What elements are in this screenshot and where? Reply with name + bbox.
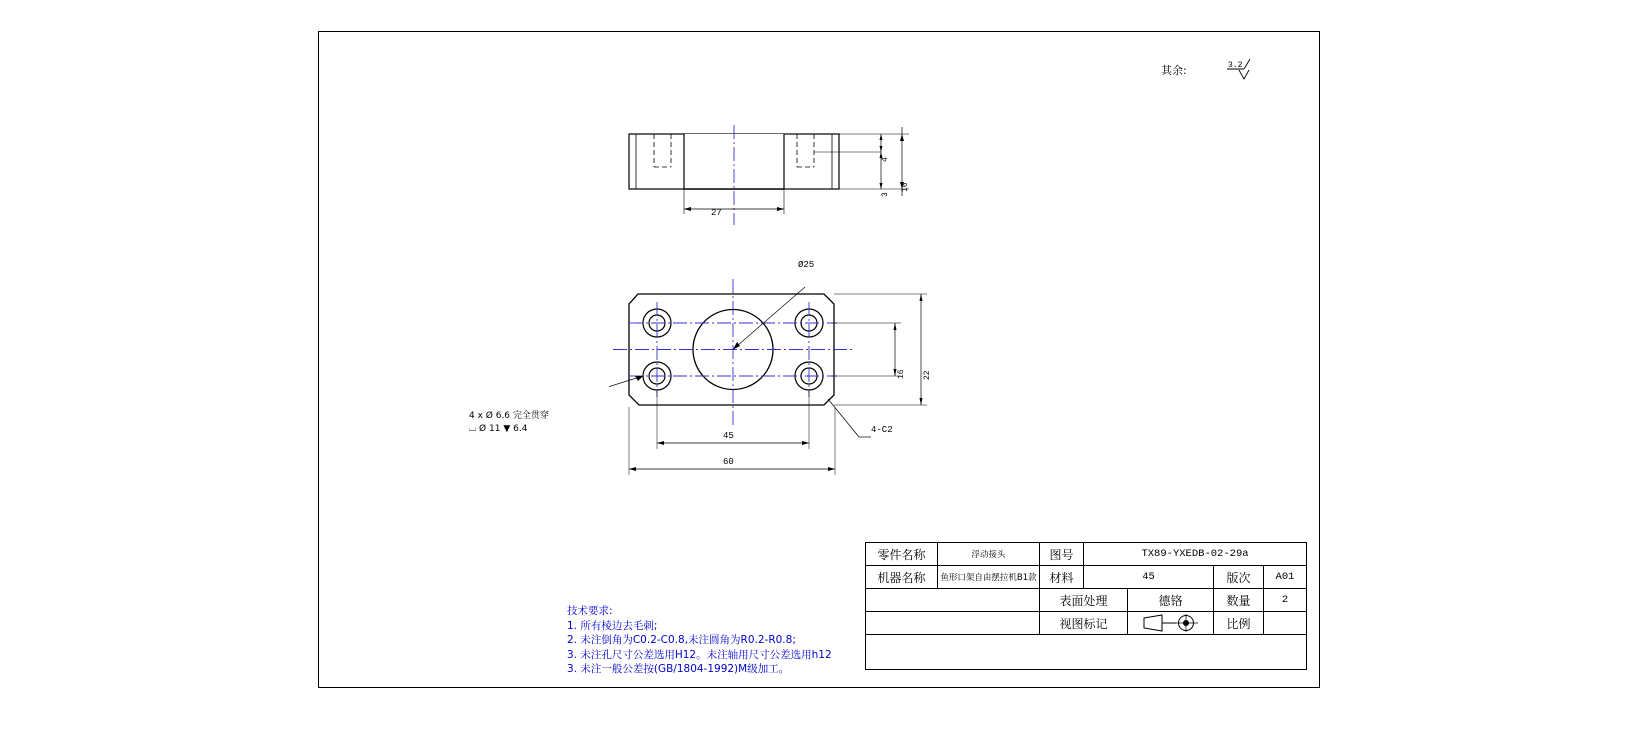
hole-spacing-vertical-dim: 16	[897, 369, 906, 379]
plate-width-dim: 60	[723, 457, 734, 467]
notes-line-1: 1. 所有棱边去毛刺;	[567, 619, 658, 632]
surface-treatment-value: 德铬	[1128, 589, 1214, 612]
surface-finish-symbol-icon	[1227, 58, 1261, 84]
surface-finish-label: 其余:	[1161, 64, 1187, 77]
chamfer-note: 4-C2	[871, 425, 893, 435]
machine-name-label: 机器名称	[866, 566, 938, 589]
part-name-label: 零件名称	[866, 543, 938, 566]
top-section-view	[609, 117, 949, 247]
signature-band	[866, 635, 1306, 669]
technical-requirements	[567, 604, 832, 677]
blank-cell-row3	[866, 589, 1040, 612]
scale-value	[1264, 612, 1306, 635]
surface-treatment-label: 表面处理	[1040, 589, 1128, 612]
drawing-no-value: TX89-YXEDB-02-29a	[1084, 543, 1306, 566]
top-view-height-dim: 16	[901, 182, 910, 192]
view-mark-symbol-cell	[1128, 612, 1214, 635]
scale-label: 比例	[1214, 612, 1264, 635]
bore-dim-label: Ø25	[798, 260, 815, 270]
part-name-value: 浮动接头	[938, 543, 1040, 566]
top-view-width-dim: 27	[711, 208, 722, 218]
title-block	[865, 542, 1307, 670]
notes-title: 技术要求:	[567, 605, 613, 617]
drawing-sheet	[318, 31, 1320, 688]
material-label: 材料	[1040, 566, 1084, 589]
quantity-value: 2	[1264, 589, 1306, 612]
front-view	[609, 277, 949, 492]
drawing-no-label: 图号	[1040, 543, 1084, 566]
version-value: A01	[1264, 566, 1306, 589]
projection-symbol-icon	[1136, 614, 1206, 632]
hole-callout-line-1: 4 x Ø 6.6 完全贯穿	[469, 411, 549, 421]
svg-text:3.2: 3.2	[1228, 61, 1243, 70]
quantity-label: 数量	[1214, 589, 1264, 612]
hole-callout	[469, 410, 549, 436]
version-label: 版次	[1214, 566, 1264, 589]
top-view-step-bottom-dim: 3	[881, 192, 890, 197]
view-mark-label: 视图标记	[1040, 612, 1128, 635]
hole-spacing-horizontal-dim: 45	[723, 431, 734, 441]
hole-callout-line-2: ⌴ Ø 11 ▼ 6.4	[469, 424, 528, 434]
machine-name-value: 鱼形口架自由摆拉机B1款	[938, 566, 1040, 589]
top-view-step-top-dim: 4	[881, 157, 890, 162]
notes-line-2: 2. 未注倒角为C0.2-C0.8,未注圆角为R0.2-R0.8;	[567, 634, 796, 646]
notes-line-3: 3. 未注孔尺寸公差选用H12。未注轴用尺寸公差选用h12	[567, 648, 832, 661]
plate-height-dim: 22	[923, 370, 932, 380]
notes-line-4: 3. 未注一般公差按(GB/1804-1992)M级加工。	[567, 663, 790, 675]
material-value: 45	[1084, 566, 1214, 589]
surface-finish-note	[1161, 62, 1187, 78]
blank-cell-row4	[866, 612, 1040, 635]
